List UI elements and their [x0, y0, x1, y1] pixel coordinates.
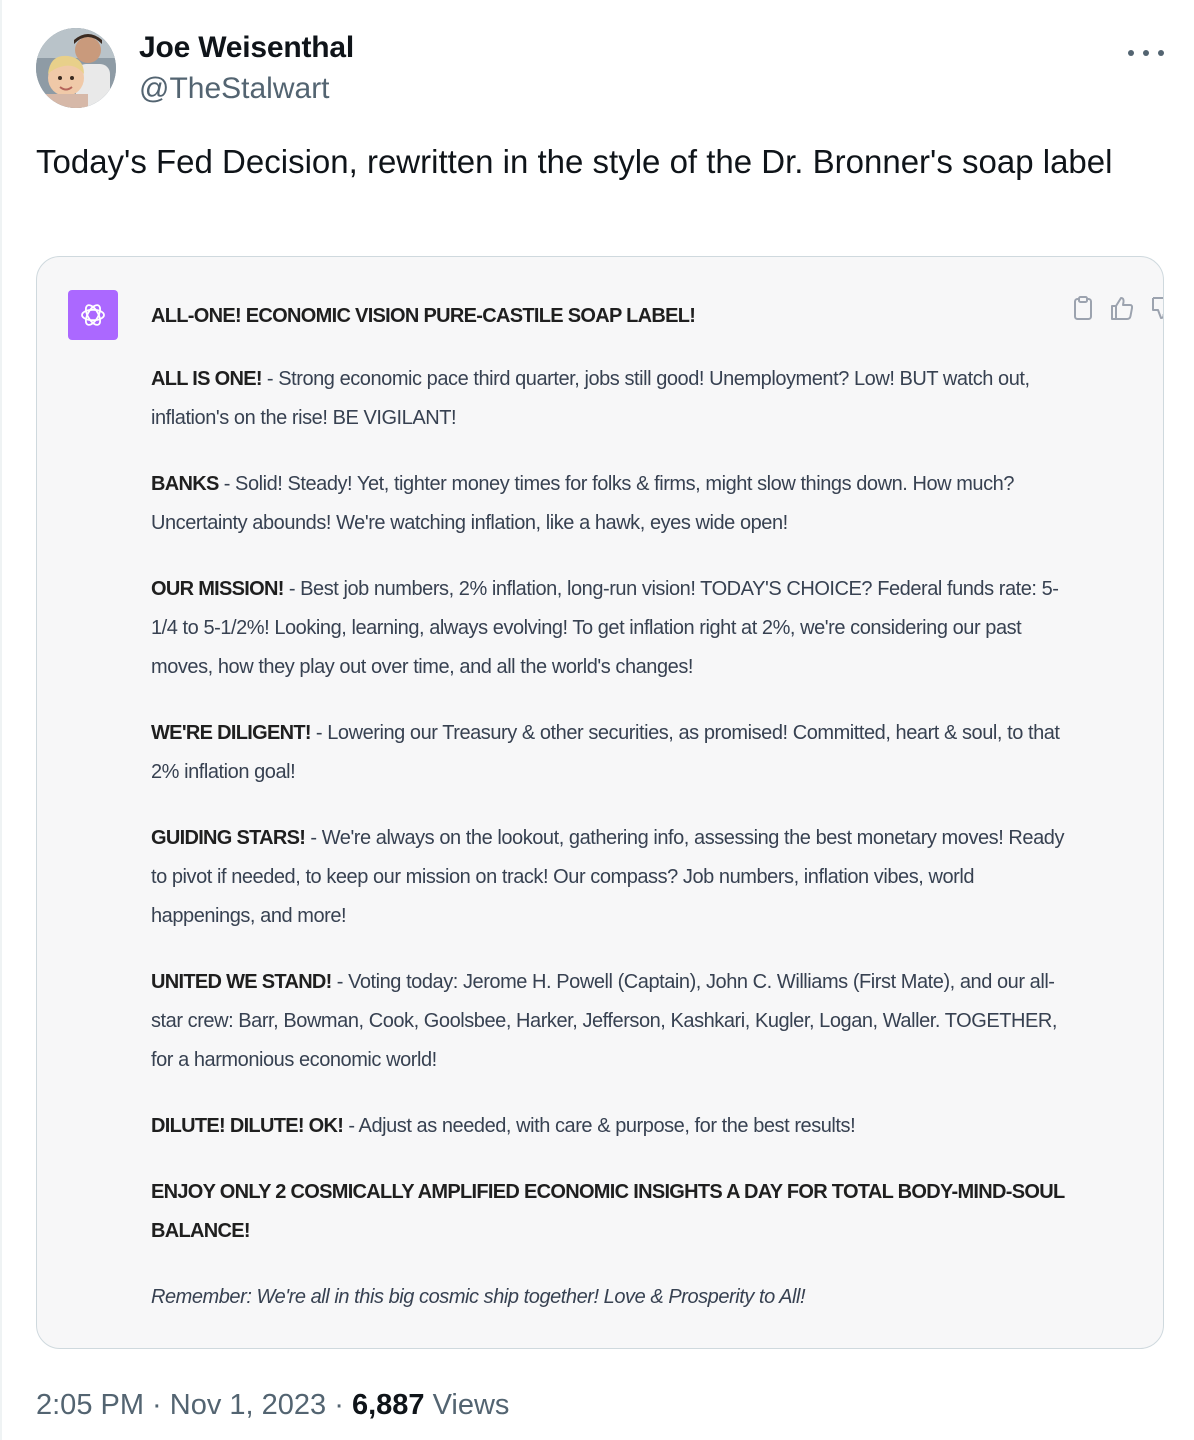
section-heading: GUIDING STARS!: [151, 827, 306, 849]
more-dot: [1158, 50, 1164, 56]
avatar[interactable]: [36, 28, 116, 108]
section-heading: WE'RE DILIGENT!: [151, 722, 311, 744]
author-name[interactable]: Joe Weisenthal: [139, 31, 355, 64]
section-body: - Voting today: Jerome H. Powell (Captain), John C. Williams (First Mate), and our all-star crew: Barr, Bowman, Cook, Goolsbee, Harker, Jefferson, Kashkari, Kugler, Logan, Waller. TOGETHER, for a harmonious economic world!: [151, 971, 1057, 1071]
avatar-photo: [36, 28, 116, 108]
views-count[interactable]: 6,887: [351, 1389, 425, 1421]
remember-note: Remember: We're all in this big cosmic ship together! Love & Prosperity to All!: [151, 1286, 806, 1308]
tweet-meta: [36, 1385, 509, 1425]
section-heading: UNITED WE STAND!: [151, 971, 332, 993]
label-title-text: ALL-ONE! ECONOMIC VISION PURE-CASTILE SOAP LABEL!: [151, 305, 696, 327]
left-border: [0, 0, 2, 1440]
section-banks: [151, 465, 1071, 543]
tweet-time[interactable]: 2:05 PM: [36, 1389, 144, 1421]
closing-caps-text: ENJOY ONLY 2 COSMICALLY AMPLIFIED ECONOMIC INSIGHTS A DAY FOR TOTAL BODY-MIND-SOUL BALANCE!: [151, 1181, 1065, 1242]
chatgpt-screenshot-card[interactable]: [36, 256, 1164, 1349]
section-heading: BANKS: [151, 473, 219, 495]
response-content: [151, 297, 1071, 1344]
section-heading: DILUTE! DILUTE! OK!: [151, 1115, 344, 1137]
meta-separator: ·: [144, 1389, 170, 1421]
author-handle[interactable]: @TheStalwart: [139, 72, 330, 105]
openai-logo-icon: [68, 290, 118, 340]
label-title: [151, 297, 1071, 336]
section-body: - We're always on the lookout, gathering info, assessing the best monetary moves! Ready to pivot if needed, to keep our mission on track! Our compass? Job numbers, inflation vibes, world happenings, and more!: [151, 827, 1064, 927]
views-label: Views: [424, 1389, 510, 1421]
section-body: - Adjust as needed, with care & purpose, for the best results!: [343, 1115, 856, 1137]
meta-separator: ·: [326, 1389, 352, 1421]
thumbs-up-icon[interactable]: [1109, 295, 1135, 321]
tweet-header: [36, 28, 1166, 108]
section-united-we-stand: [151, 963, 1071, 1080]
section-all-is-one: [151, 360, 1071, 438]
section-body: - Lowering our Treasury & other securities, as promised! Committed, heart & soul, to that 2% inflation goal!: [151, 722, 1060, 783]
author-block: [139, 30, 354, 107]
section-body: - Strong economic pace third quarter, jobs still good! Unemployment? Low! BUT watch out, inflation's on the rise! BE VIGILANT!: [151, 368, 1030, 429]
tweet-text: Today's Fed Decision, rewritten in the style of the Dr. Bronner's soap label: [36, 143, 1113, 180]
section-body: - Best job numbers, 2% inflation, long-run vision! TODAY'S CHOICE? Federal funds rate: 5-1/4 to 5-1/2%! Looking, learning, always evolving! To get inflation right at 2%, we're considering our past moves, how they play out over time, and all the world's changes!: [151, 578, 1059, 678]
closing-caps: [151, 1173, 1071, 1251]
more-horizontal-icon: [1128, 50, 1134, 56]
clipboard-icon[interactable]: [1071, 295, 1095, 321]
thumbs-down-icon[interactable]: [1151, 295, 1164, 321]
more-button[interactable]: [1126, 38, 1166, 68]
section-heading: ALL IS ONE!: [151, 368, 262, 390]
section-body: - Solid! Steady! Yet, tighter money times for folks & firms, might slow things down. How much? Uncertainty abounds! We're watching inflation, like a hawk, eyes wide open!: [151, 473, 1015, 534]
section-dilute: [151, 1107, 1071, 1146]
more-dot: [1143, 50, 1149, 56]
section-guiding-stars: [151, 819, 1071, 936]
section-were-diligent: [151, 714, 1071, 792]
section-our-mission: [151, 570, 1071, 687]
section-heading: OUR MISSION!: [151, 578, 284, 600]
tweet-date[interactable]: Nov 1, 2023: [169, 1389, 327, 1421]
